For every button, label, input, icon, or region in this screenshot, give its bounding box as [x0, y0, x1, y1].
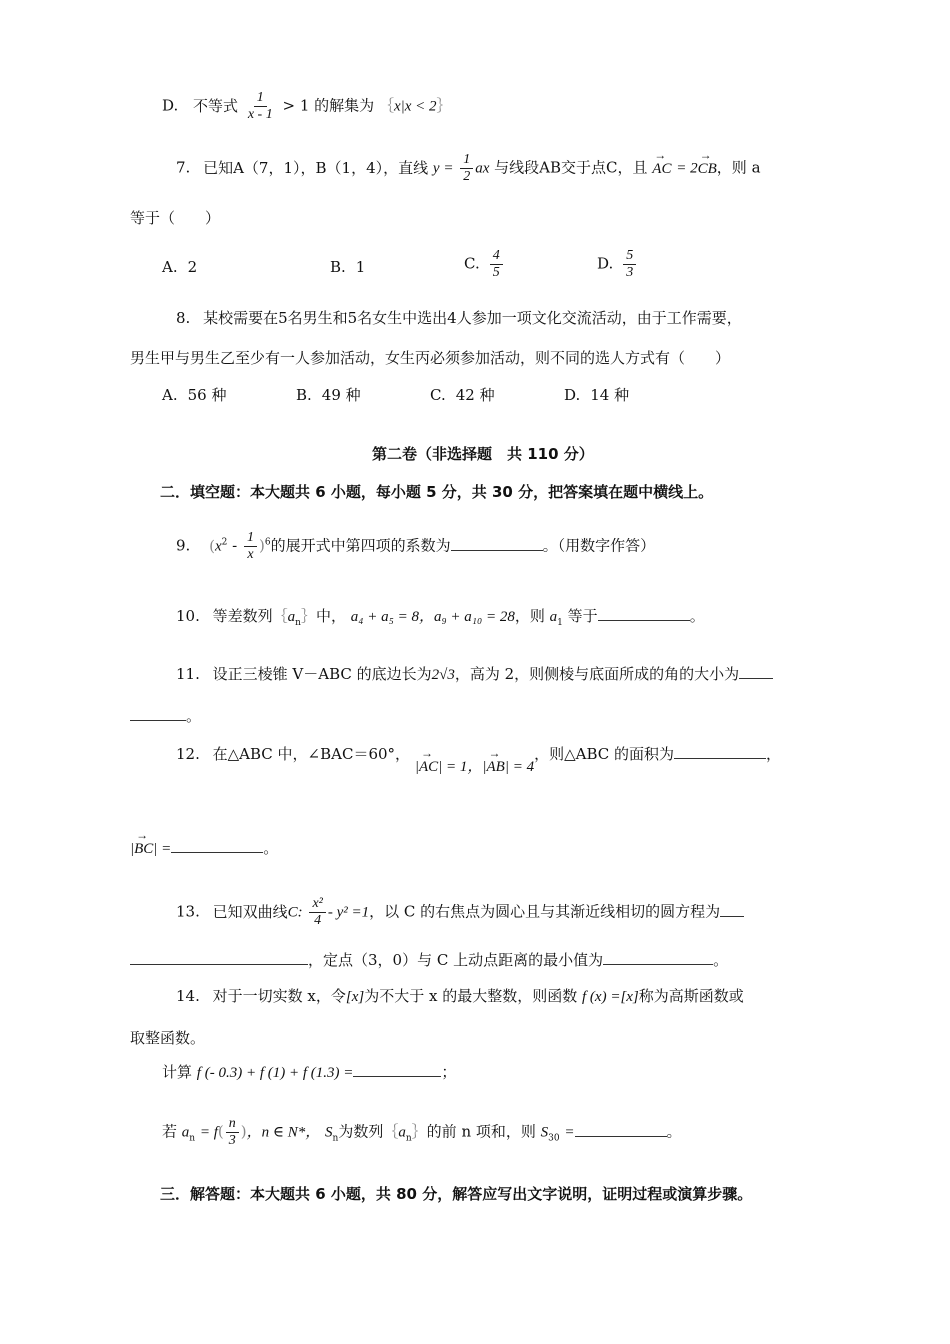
question-14-calc: 计算 f (- 0.3) + f (1) + f (1.3) = ；: [162, 1063, 457, 1081]
question-12-cont: |→ BC| = 。: [130, 838, 278, 859]
question-7: 7. 已知A（7，1），B（1，4），直线 y = $\frac{1}{2}$ ax 与线段AB交于点C，且 → AC = 2→ CB，则 a: [176, 152, 761, 185]
fraction: $\frac{\text{x²}}{4}$: [309, 896, 325, 929]
answer-blank[interactable]: [603, 950, 713, 965]
q8-option-d: D. 14 种: [564, 386, 630, 404]
answer-blank[interactable]: [171, 838, 263, 853]
q7-option-d: D. $\frac{5}{3}$: [597, 248, 638, 281]
question-14-if: 若 $a_n = f$( $\frac{n}{3}$ )，n ∈ N*， $S_n$为数列$\{a_n\}$的前 n 项和，则 $S_{30}$ = 。: [162, 1116, 682, 1148]
fraction: $\frac{1}{x}$: [244, 530, 257, 563]
answer-blank[interactable]: [575, 1122, 667, 1137]
answer-blank[interactable]: [739, 664, 773, 679]
section-3-heading: 三．解答题：本大题共 6 小题，共 80 分，解答应写出文字说明，证明过程或演算步骤。: [160, 1185, 753, 1203]
fraction: $\frac{4}{5}$: [490, 248, 503, 281]
question-7-cont: 等于（ ）: [130, 209, 221, 227]
question-11: 11. 设正三棱锥 V－ABC 的底边长为2√3，高为 2，则侧棱与底面所成的角的大小为: [176, 664, 773, 685]
question-8: 8. 某校需要在5名男生和5名女生中选出4人参加一项文化交流活动，由于工作需要，: [176, 309, 742, 327]
q6-option-d: D. 不等式 $\frac{1}{x - 1}$ > 1 的解集为 ｛x|x < 2｝: [162, 90, 452, 122]
question-9: 9. ($x^2$ - $\frac{1}{x}$ )$^6$的展开式中第四项的系数为 。（用数字作答）: [176, 530, 656, 562]
answer-blank[interactable]: [598, 606, 690, 621]
answer-blank[interactable]: [451, 536, 543, 551]
fraction: $\frac{1}{x - 1}$: [247, 90, 273, 122]
question-14-cont: 取整函数。: [130, 1029, 206, 1047]
vector-ac: → AC: [419, 757, 438, 777]
q7-option-c: C. $\frac{4}{5}$: [464, 248, 505, 281]
vector-ac: → AC: [652, 159, 671, 179]
q8-option-b: B. 49 种: [296, 386, 361, 404]
vector-ab: → AB: [487, 757, 505, 777]
fraction: $\frac{n}{3}$: [226, 1116, 239, 1149]
answer-blank[interactable]: [130, 950, 308, 965]
fraction: $\frac{1}{2}$: [460, 152, 473, 185]
question-12: 12. 在△ABC 中，∠BAC＝60°， |→ AC| = 1，|→ AB| = 4，则△ABC 的面积为 ，: [176, 744, 781, 765]
question-10: 10. 等差数列$\{a_n\}$中， a₄ + a₅ = 8，a₉ + a₁₀ = 28，则 $a_1$ 等于 。: [176, 607, 705, 628]
fraction: $\frac{5}{3}$: [623, 248, 636, 281]
q8-option-a: A. 56 种: [162, 386, 227, 404]
answer-blank[interactable]: [130, 706, 186, 721]
question-14: 14. 对于一切实数 x，令[x]为不大于 x 的最大整数，则函数 f (x) =[x]称为高斯函数或: [176, 987, 744, 1005]
answer-blank[interactable]: [674, 744, 766, 759]
part-2-title: 第二卷（非选择题 共 110 分）: [372, 445, 594, 463]
vector-cb: → CB: [698, 159, 717, 179]
vector-bc: → BC: [134, 839, 153, 859]
question-11-cont: 。: [130, 706, 201, 726]
q8-option-c: C. 42 种: [430, 386, 495, 404]
question-8-cont: 男生甲与男生乙至少有一人参加活动，女生丙必须参加活动，则不同的选人方式有（ ）: [130, 349, 731, 367]
section-2-heading: 二．填空题：本大题共 6 小题，每小题 5 分，共 30 分，把答案填在题中横线上。: [160, 483, 714, 501]
answer-blank[interactable]: [353, 1062, 441, 1077]
question-13: 13. 已知双曲线C: $\frac{\text{x²}}{4}$ - y² =1，以 C 的右焦点为圆心且与其渐近线相切的圆方程为: [176, 896, 744, 929]
question-13-cont: ，定点（3，0）与 C 上动点距离的最小值为 。: [130, 950, 728, 970]
q7-option-a: A. 2: [162, 258, 198, 276]
answer-blank[interactable]: [720, 902, 744, 917]
q7-option-b: B. 1: [330, 258, 366, 276]
